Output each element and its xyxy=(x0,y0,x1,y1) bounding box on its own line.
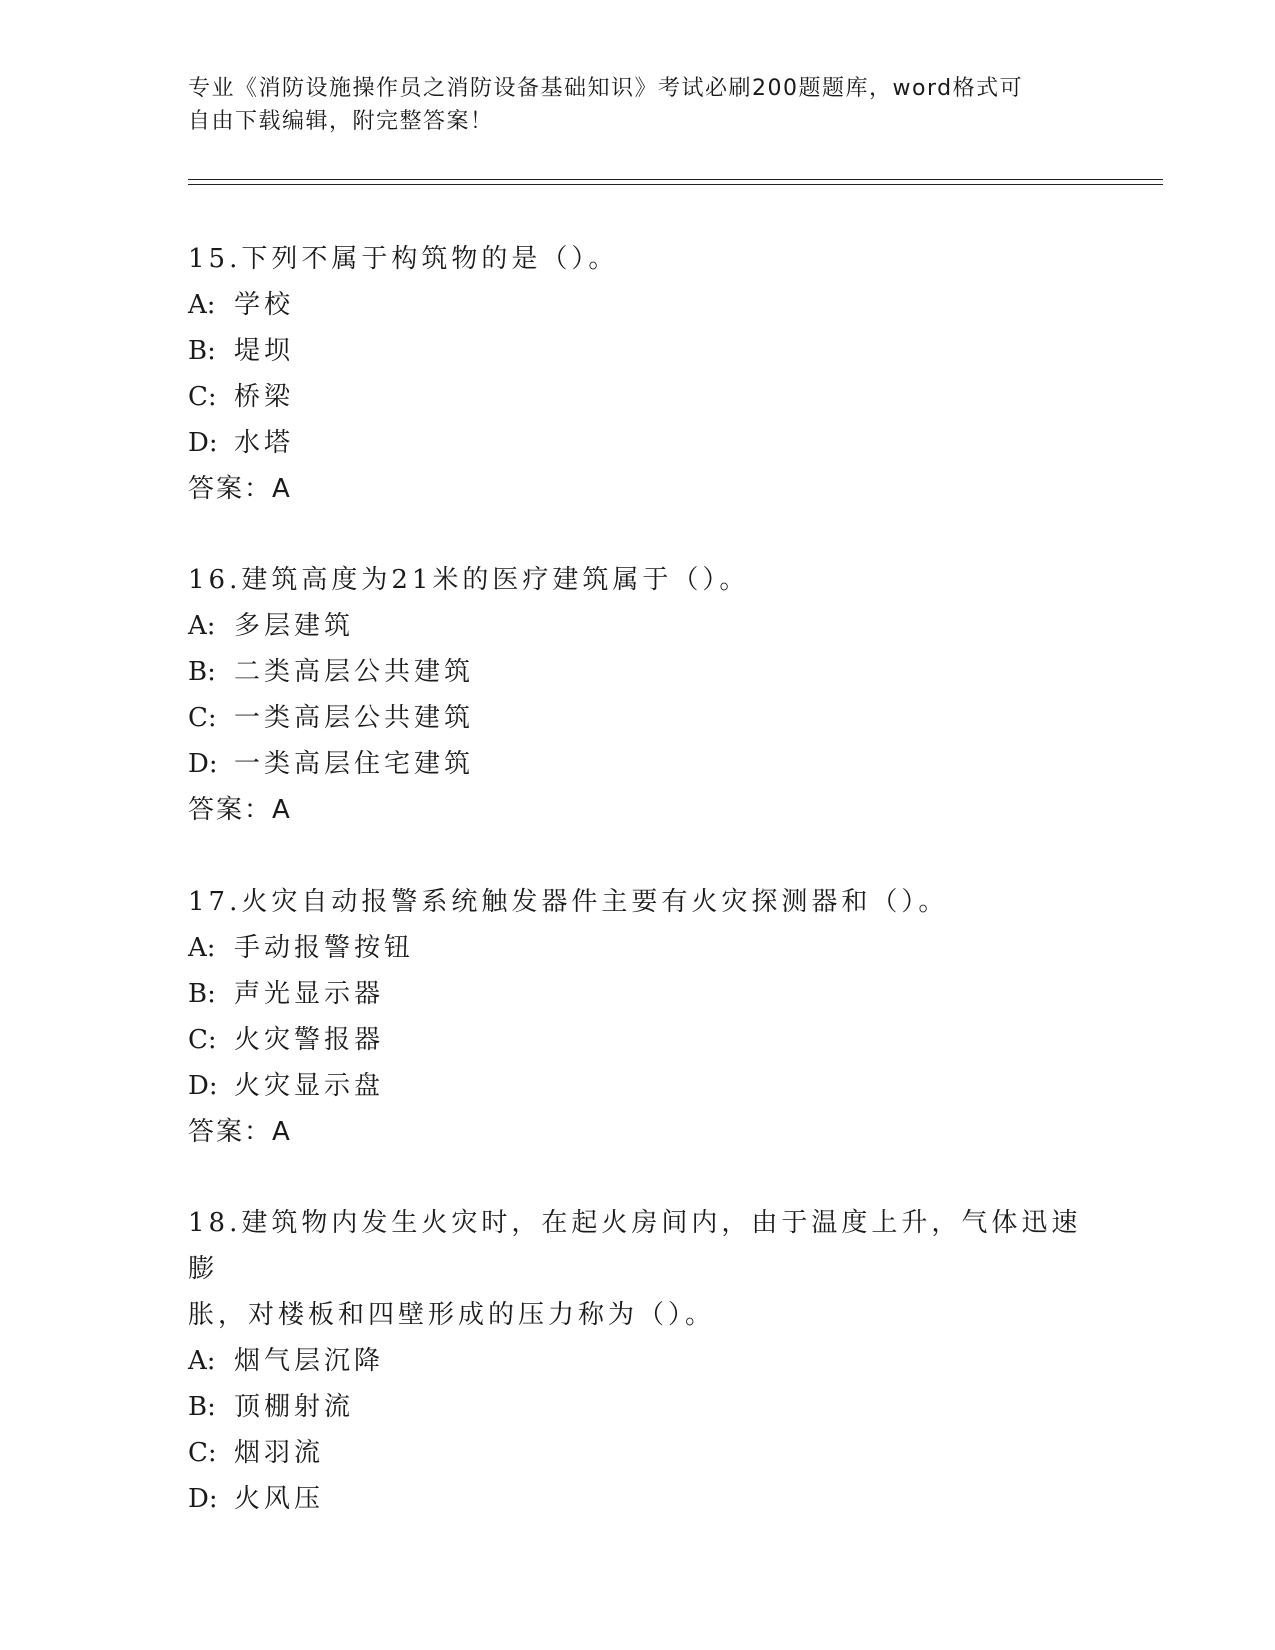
option-b xyxy=(188,328,1088,374)
header-line-2: 自由下载编辑，附完整答案！ xyxy=(188,109,494,134)
header-divider-top xyxy=(188,179,1163,180)
option-text: 火灾显示盘 xyxy=(234,1071,385,1101)
option-c xyxy=(188,1430,1088,1476)
option-text: 顶棚射流 xyxy=(234,1392,355,1422)
header-line-1: 专业《消防设施操作员之消防设备基础知识》考试必刷200题题库，word格式可 xyxy=(188,76,1024,101)
question-stem: 16.建筑高度为21米的医疗建筑属于（）。 xyxy=(188,565,750,595)
answer-line: 答案：A xyxy=(188,1117,292,1147)
answer-line: 答案：A xyxy=(188,474,292,504)
option-key: D: xyxy=(188,428,218,458)
option-text: 堤坝 xyxy=(234,336,295,366)
document-header xyxy=(188,72,1068,138)
option-key: D: xyxy=(188,1071,218,1101)
option-key: A: xyxy=(188,290,216,320)
option-key: B: xyxy=(188,979,216,1009)
option-text: 桥梁 xyxy=(234,382,295,412)
option-text: 二类高层公共建筑 xyxy=(234,657,475,687)
option-a xyxy=(188,282,1088,328)
option-c xyxy=(188,374,1088,420)
option-key: D: xyxy=(188,749,218,779)
question-16 xyxy=(188,557,1088,833)
option-key: B: xyxy=(188,657,216,687)
option-key: B: xyxy=(188,1392,216,1422)
option-d xyxy=(188,741,1088,787)
question-stem-line-2: 胀，对楼板和四壁形成的压力称为（）。 xyxy=(188,1300,716,1330)
option-text: 烟气层沉降 xyxy=(234,1346,385,1376)
option-key: B: xyxy=(188,336,216,366)
option-a xyxy=(188,1338,1088,1384)
option-d xyxy=(188,420,1088,466)
option-text: 一类高层公共建筑 xyxy=(234,703,475,733)
question-17 xyxy=(188,879,1088,1155)
question-stem: 15.下列不属于构筑物的是（）。 xyxy=(188,244,619,274)
option-key: C: xyxy=(188,382,217,412)
option-d xyxy=(188,1476,1088,1522)
option-b xyxy=(188,649,1088,695)
option-key: C: xyxy=(188,1438,217,1468)
option-b xyxy=(188,1384,1088,1430)
option-key: D: xyxy=(188,1484,218,1514)
option-key: C: xyxy=(188,1025,217,1055)
option-text: 烟羽流 xyxy=(234,1438,325,1468)
option-b xyxy=(188,971,1088,1017)
option-text: 手动报警按钮 xyxy=(234,933,415,963)
option-text: 火灾警报器 xyxy=(234,1025,385,1055)
option-key: C: xyxy=(188,703,217,733)
option-key: A: xyxy=(188,611,216,641)
option-text: 多层建筑 xyxy=(234,611,355,641)
header-divider-bottom xyxy=(188,184,1163,185)
option-c xyxy=(188,1017,1088,1063)
option-text: 声光显示器 xyxy=(234,979,385,1009)
question-18 xyxy=(188,1200,1088,1522)
option-key: A: xyxy=(188,1346,216,1376)
question-15 xyxy=(188,236,1088,512)
option-key: A: xyxy=(188,933,216,963)
option-text: 火风压 xyxy=(234,1484,325,1514)
answer-line: 答案：A xyxy=(188,795,292,825)
question-stem-line-1: 18.建筑物内发生火灾时，在起火房间内，由于温度上升，气体迅速膨 xyxy=(188,1208,1082,1284)
option-a xyxy=(188,925,1088,971)
option-d xyxy=(188,1063,1088,1109)
option-text: 一类高层住宅建筑 xyxy=(234,749,475,779)
option-text: 学校 xyxy=(234,290,295,320)
option-c xyxy=(188,695,1088,741)
option-text: 水塔 xyxy=(234,428,295,458)
option-a xyxy=(188,603,1088,649)
question-stem: 17.火灾自动报警系统触发器件主要有火灾探测器和（）。 xyxy=(188,887,949,917)
